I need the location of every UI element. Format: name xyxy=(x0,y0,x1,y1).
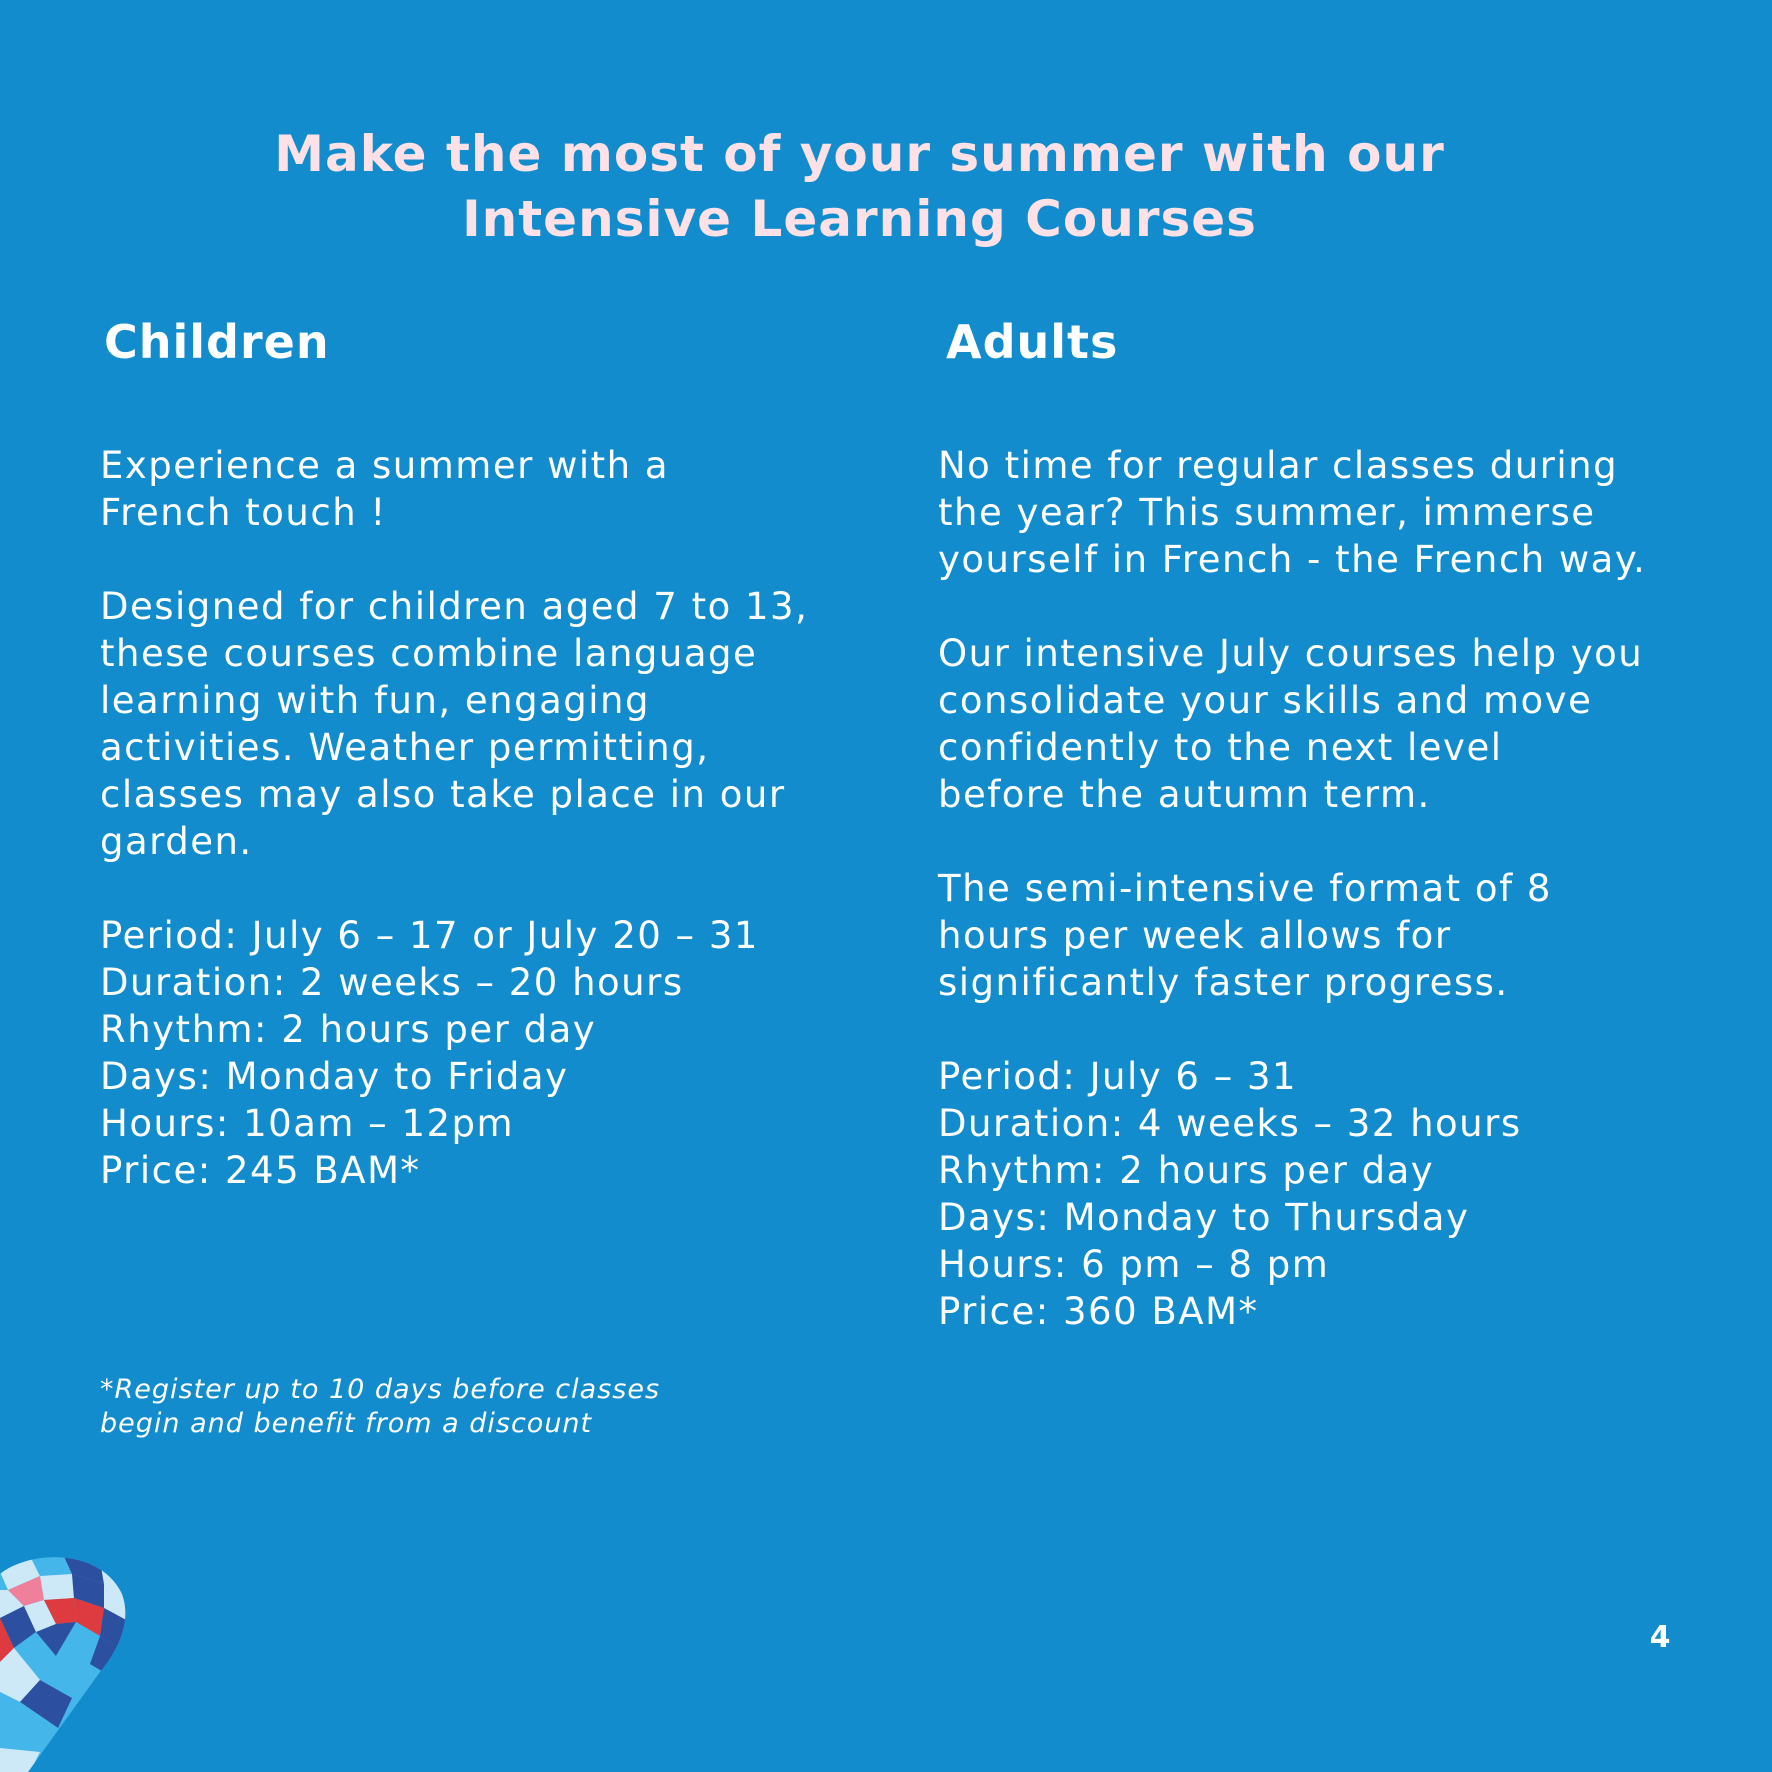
children-hours: Hours: 10am – 12pm xyxy=(100,1102,515,1145)
adults-description-line: confidently to the next level xyxy=(938,726,1503,769)
adults-intro xyxy=(938,442,1738,583)
children-rhythm: Rhythm: 2 hours per day xyxy=(100,1008,597,1051)
adults-format-line: The semi-intensive format of 8 xyxy=(938,867,1552,910)
children-column xyxy=(100,442,860,1241)
children-description-line: garden. xyxy=(100,820,253,863)
adults-description-line: Our intensive July courses help you xyxy=(938,632,1644,675)
adults-intro-line: yourself in French - the French way. xyxy=(938,538,1647,581)
footnote-line: *Register up to 10 days before classes xyxy=(100,1374,661,1405)
adults-format-line: significantly faster progress. xyxy=(938,961,1509,1004)
children-period: Period: July 6 – 17 or July 20 – 31 xyxy=(100,914,759,957)
adults-details xyxy=(938,1053,1738,1335)
headline-line-1: Make the most of your summer with our xyxy=(274,125,1445,183)
children-intro-line: French touch ! xyxy=(100,491,387,534)
headline-line-2: Intensive Learning Courses xyxy=(462,190,1257,248)
adults-hours: Hours: 6 pm – 8 pm xyxy=(938,1243,1330,1286)
children-description-line: learning with fun, engaging xyxy=(100,679,650,722)
children-description-line: activities. Weather permitting, xyxy=(100,726,710,769)
children-description-line: these courses combine language xyxy=(100,632,758,675)
adults-column xyxy=(938,442,1738,1382)
children-intro xyxy=(100,442,860,536)
children-description-line: classes may also take place in our xyxy=(100,773,786,816)
adults-duration: Duration: 4 weeks – 32 hours xyxy=(938,1102,1522,1145)
discount-footnote xyxy=(100,1373,660,1441)
adults-intro-line: No time for regular classes during xyxy=(938,444,1619,487)
adults-intro-line: the year? This summer, immerse xyxy=(938,491,1596,534)
page-number: 4 xyxy=(1649,1620,1671,1655)
adults-description-line: before the autumn term. xyxy=(938,773,1431,816)
adults-days: Days: Monday to Thursday xyxy=(938,1196,1470,1239)
children-description-line: Designed for children aged 7 to 13, xyxy=(100,585,809,628)
page-headline xyxy=(0,122,1719,252)
adults-rhythm: Rhythm: 2 hours per day xyxy=(938,1149,1435,1192)
children-title: Children xyxy=(104,315,330,369)
adults-title: Adults xyxy=(946,315,1119,369)
children-days: Days: Monday to Friday xyxy=(100,1055,569,1098)
adults-format-line: hours per week allows for xyxy=(938,914,1452,957)
children-duration: Duration: 2 weeks – 20 hours xyxy=(100,961,684,1004)
adults-description xyxy=(938,630,1738,818)
children-price: Price: 245 BAM* xyxy=(100,1149,421,1192)
adults-description-line: consolidate your skills and move xyxy=(938,679,1593,722)
children-intro-line: Experience a summer with a xyxy=(100,444,670,487)
children-description xyxy=(100,583,860,865)
children-details xyxy=(100,912,860,1194)
adults-format xyxy=(938,865,1738,1006)
adults-period: Period: July 6 – 31 xyxy=(938,1055,1298,1098)
footnote-line: begin and benefit from a discount xyxy=(100,1408,593,1439)
logo-mosaic-icon xyxy=(0,1552,130,1772)
adults-price: Price: 360 BAM* xyxy=(938,1290,1259,1333)
